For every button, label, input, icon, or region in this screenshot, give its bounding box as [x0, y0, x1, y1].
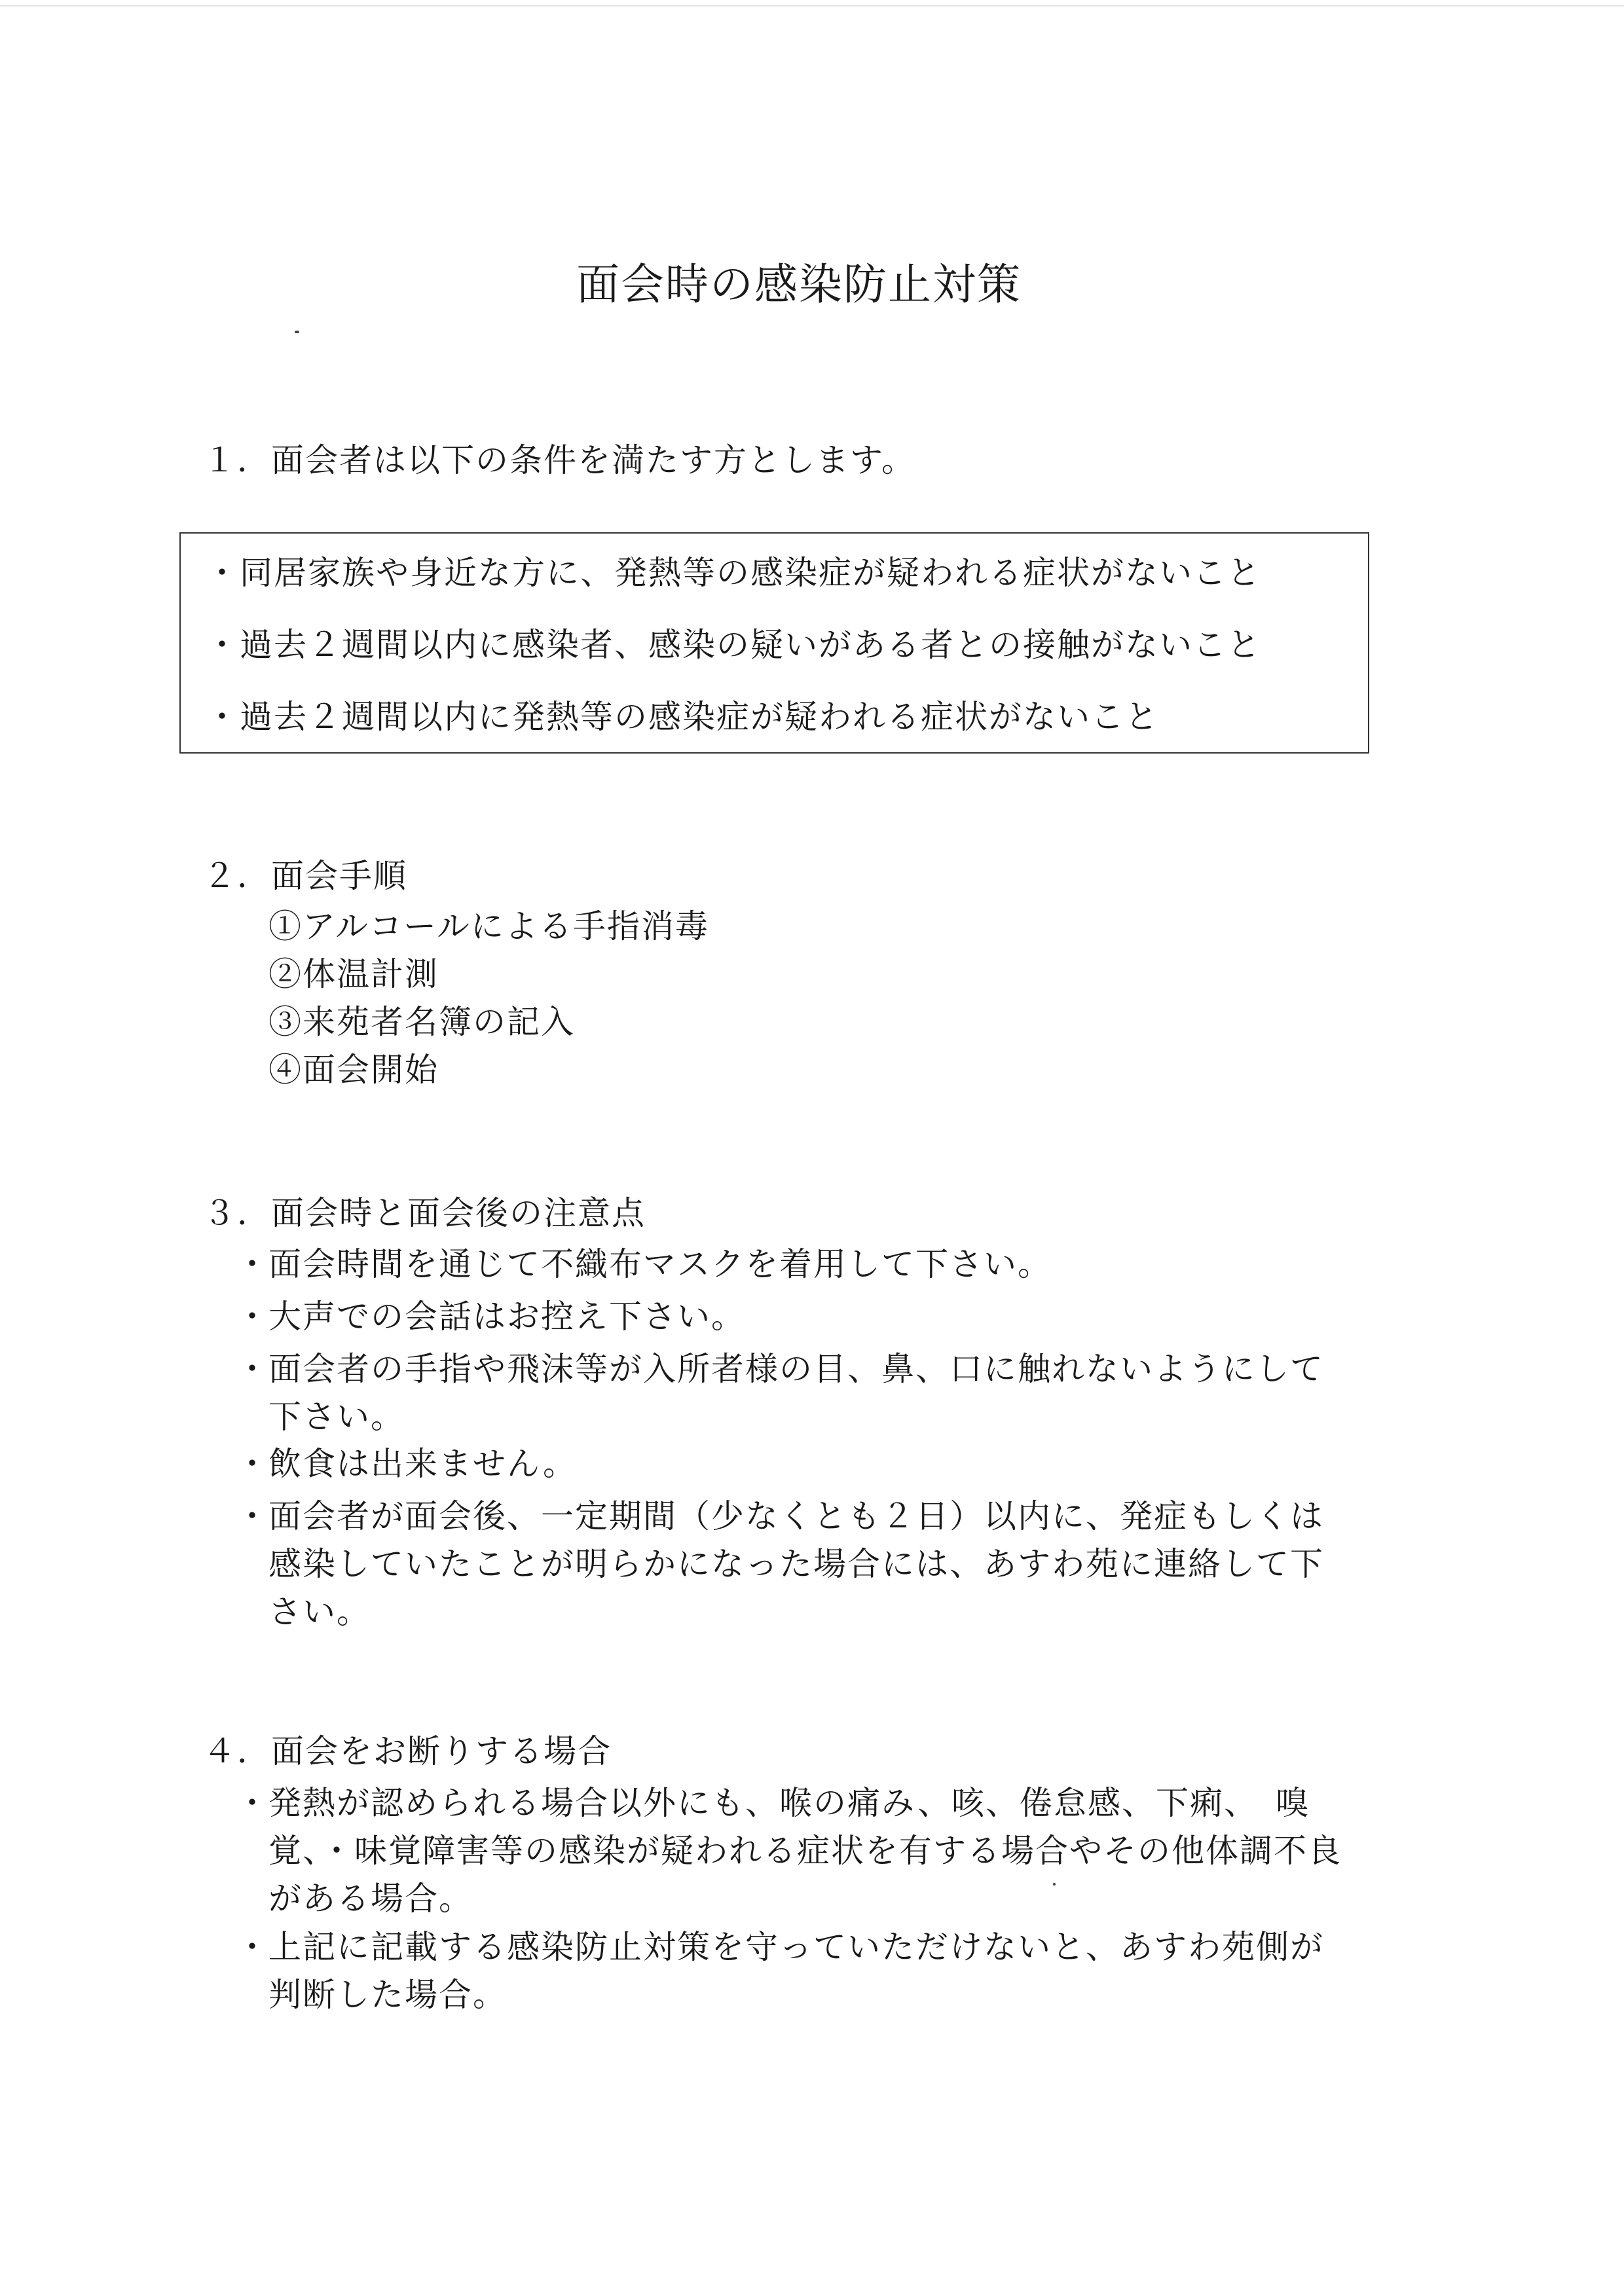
precaution-item — [236, 1440, 1388, 1488]
precaution-text: 面会者が面会後、一定期間（少なくとも２日）以内に、発症もしくは 感染していたことが明らかになった場合には、あすわ苑に連絡して下 さい。 — [268, 1497, 1324, 1631]
bullet-mark: ・ — [206, 698, 240, 736]
condition-item — [206, 694, 1159, 740]
section-1-heading: １．面会者は以下の条件を満たす方とします。 — [203, 441, 915, 479]
refusal-text: 上記に記載する感染防止対策を守っていただけないと、あすわ苑側が 判断した場合。 — [268, 1928, 1324, 2014]
precaution-item — [236, 1241, 1388, 1288]
bullet-mark: ・ — [236, 1445, 270, 1483]
refusal-item — [236, 1779, 1388, 1923]
precaution-text: 面会者の手指や飛沫等が入所者様の目、鼻、口に触れないようにして 下さい。 — [268, 1350, 1324, 1436]
bullet-mark: ・ — [236, 1784, 270, 1822]
refusal-item — [236, 1923, 1388, 2019]
section-4-heading: ４．面会をお断りする場合 — [203, 1732, 612, 1770]
scan-speck — [1053, 1883, 1056, 1886]
precaution-text: 大声での会話はお控え下さい。 — [268, 1298, 745, 1336]
bullet-mark: ・ — [206, 554, 240, 592]
precaution-text: 飲食は出来ません。 — [268, 1445, 577, 1483]
condition-item — [206, 622, 1261, 668]
procedure-step: ①アルコールによる手指消毒 — [268, 907, 709, 945]
bullet-mark: ・ — [236, 1245, 270, 1283]
condition-item — [206, 550, 1261, 596]
refusal-text: 発熱が認められる場合以外にも、喉の痛み、咳、倦怠感、下痢、 嗅 覚、・味覚障害等の感染が疑われる症状を有する場合やその他体調不良 がある場合。 — [268, 1784, 1342, 1918]
precaution-item — [236, 1293, 1388, 1341]
scan-top-edge — [0, 5, 1624, 7]
precaution-item — [236, 1493, 1388, 1636]
procedure-step: ②体温計測 — [268, 955, 439, 993]
condition-text: 同居家族や身近な方に、発熱等の感染症が疑われる症状がないこと — [240, 554, 1261, 592]
conditions-box — [179, 532, 1369, 754]
bullet-mark: ・ — [236, 1298, 270, 1336]
condition-text: 過去２週間以内に感染者、感染の疑いがある者との接触がないこと — [240, 626, 1261, 664]
section-2-heading: ２．面会手順 — [203, 857, 407, 895]
scan-speck — [295, 331, 299, 333]
procedure-step: ④面会開始 — [268, 1051, 439, 1089]
precaution-item — [236, 1345, 1388, 1441]
procedure-step: ③来苑者名簿の記入 — [268, 1003, 575, 1041]
bullet-mark: ・ — [236, 1350, 270, 1388]
page-title: 面会時の感染防止対策 — [576, 259, 1022, 310]
precaution-text: 面会時間を通じて不織布マスクを着用して下さい。 — [268, 1245, 1052, 1283]
bullet-mark: ・ — [236, 1928, 270, 1966]
condition-text: 過去２週間以内に発熱等の感染症が疑われる症状がないこと — [240, 698, 1159, 736]
section-3-heading: ３．面会時と面会後の注意点 — [203, 1194, 646, 1232]
bullet-mark: ・ — [206, 626, 240, 664]
bullet-mark: ・ — [236, 1497, 270, 1535]
